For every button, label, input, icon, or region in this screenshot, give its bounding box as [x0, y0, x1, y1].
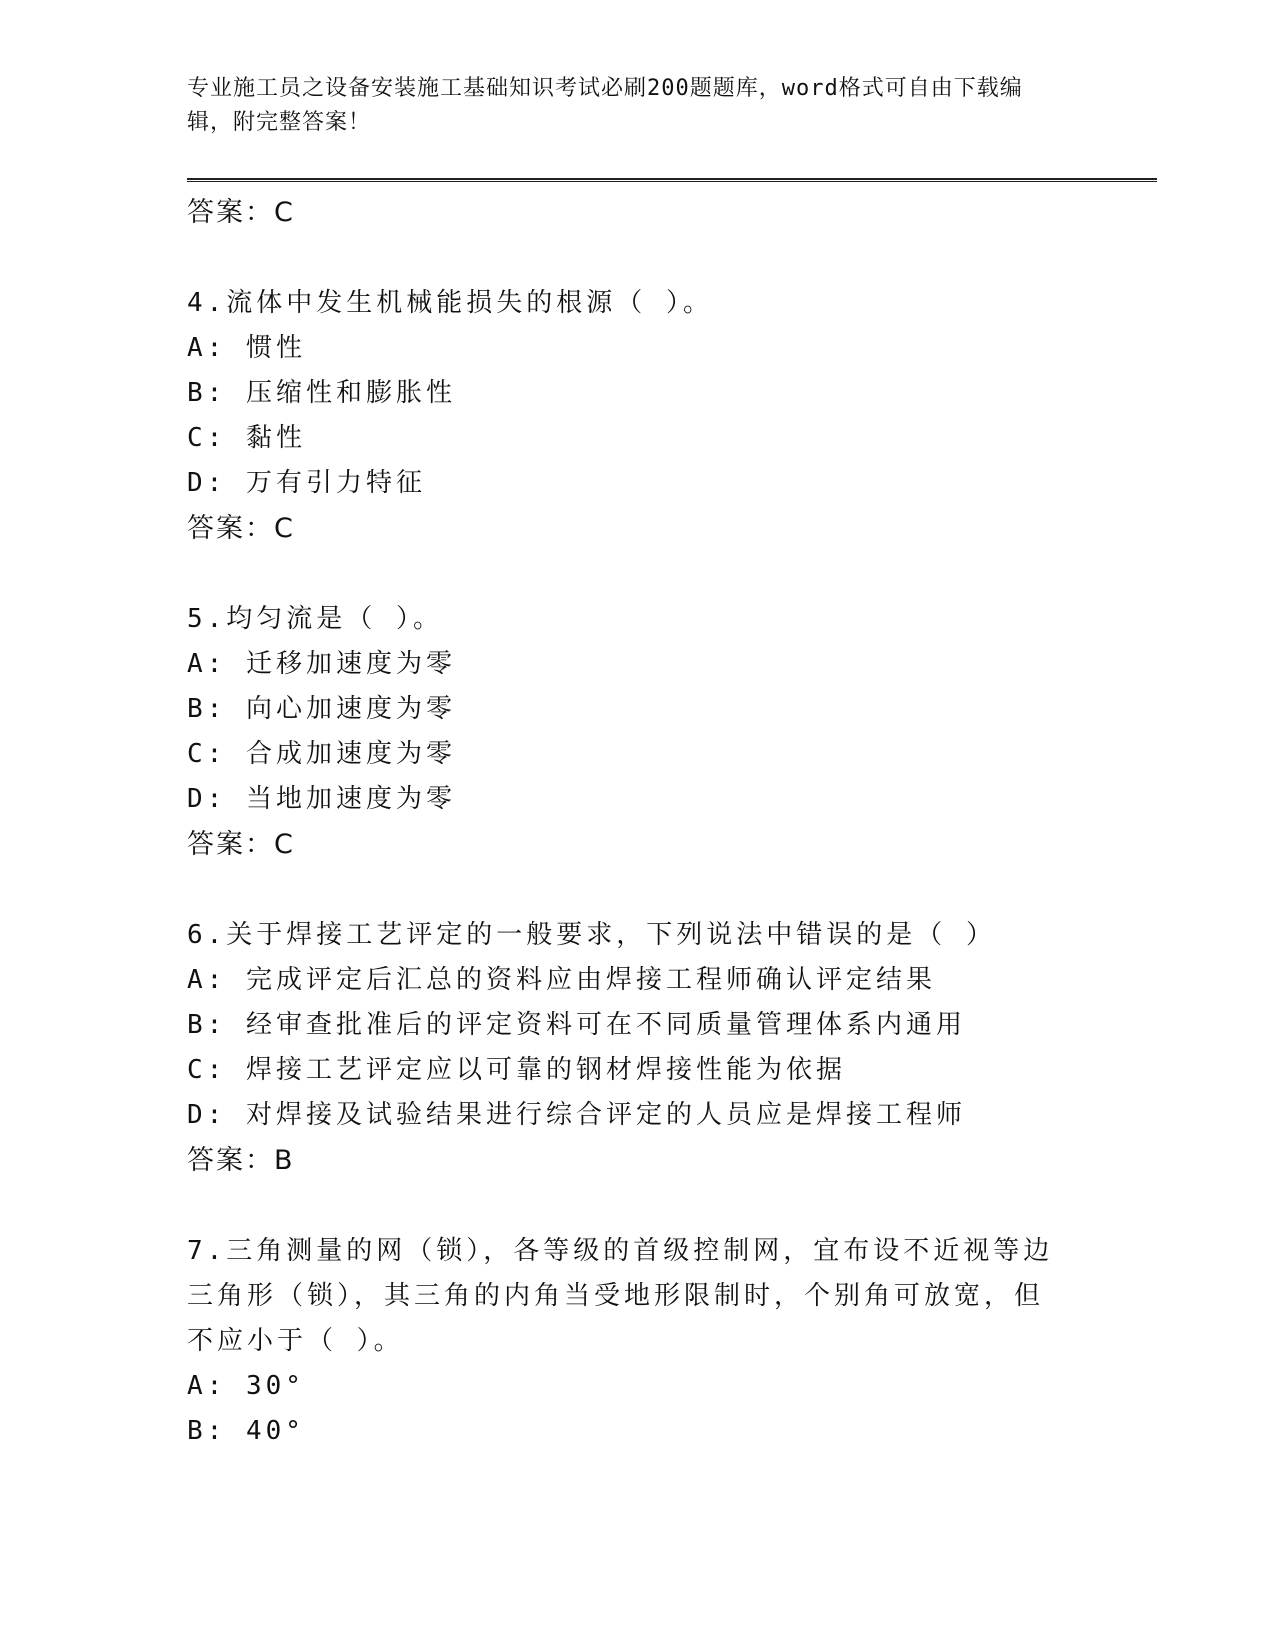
spacer [187, 867, 1067, 913]
option-b: B: 压缩性和膨胀性 [187, 378, 456, 408]
question-block [187, 281, 1067, 551]
spacer [187, 1183, 1067, 1229]
option-a: A: 完成评定后汇总的资料应由焊接工程师确认评定结果 [187, 965, 936, 995]
option-c: C: 黏性 [187, 423, 306, 453]
option-d: D: 当地加速度为零 [187, 784, 456, 814]
option-c: C: 焊接工艺评定应以可靠的钢材焊接性能为依据 [187, 1055, 846, 1085]
spacer [187, 235, 1067, 281]
option-b: B: 经审查批准后的评定资料可在不同质量管理体系内通用 [187, 1010, 966, 1040]
question-block [187, 597, 1067, 867]
option-a: A: 30° [187, 1371, 305, 1401]
option-c: C: 合成加速度为零 [187, 739, 456, 769]
answer-line: 答案：C [187, 513, 295, 544]
header-divider [187, 178, 1157, 182]
question-stem: 5.均匀流是（ ）。 [187, 604, 443, 634]
page-header-title: 专业施工员之设备安装施工基础知识考试必刷200题题库，word格式可自由下载编辑，附完整答案！ [187, 76, 1023, 135]
question-stem: 7.三角测量的网（锁），各等级的首级控制网，宜布设不近视等边三角形（锁），其三角的内角当受地形限制时，个别角可放宽，但不应小于（ ）。 [187, 1236, 1054, 1356]
question-block [187, 1229, 1067, 1454]
option-b: B: 向心加速度为零 [187, 694, 456, 724]
question-content [187, 190, 1067, 1454]
option-d: D: 万有引力特征 [187, 468, 426, 498]
spacer [187, 551, 1067, 597]
question-stem: 4.流体中发生机械能损失的根源（ ）。 [187, 288, 713, 318]
question-stem: 6.关于焊接工艺评定的一般要求，下列说法中错误的是（ ） [187, 920, 996, 950]
answer-line: 答案：B [187, 1145, 295, 1176]
answer-line: 答案：C [187, 197, 295, 228]
option-a: A: 惯性 [187, 333, 306, 363]
option-b: B: 40° [187, 1416, 305, 1446]
option-d: D: 对焊接及试验结果进行综合评定的人员应是焊接工程师 [187, 1100, 966, 1130]
option-a: A: 迁移加速度为零 [187, 649, 456, 679]
question-block [187, 913, 1067, 1183]
answer-line: 答案：C [187, 829, 295, 860]
